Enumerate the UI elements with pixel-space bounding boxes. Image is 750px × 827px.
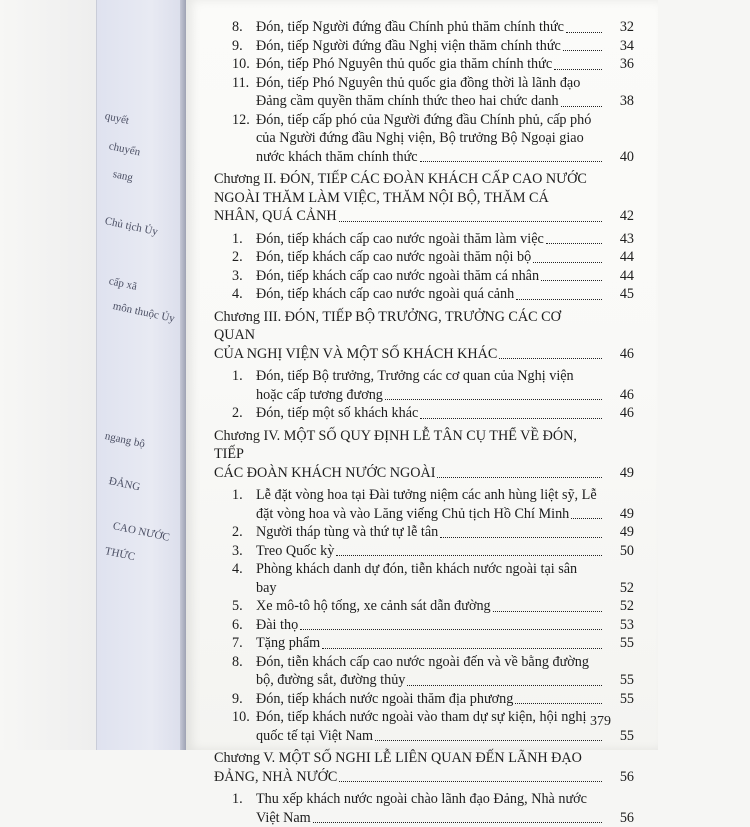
toc-entry-number: 2. — [232, 523, 243, 542]
toc-page-number: 34 — [606, 37, 634, 56]
background-left — [0, 0, 96, 750]
toc-entry — [214, 560, 634, 597]
toc-entry — [214, 790, 634, 827]
left-page-fragment: Chủ tịch Ủy — [104, 215, 159, 238]
page-number: 379 — [590, 714, 611, 730]
table-of-contents — [214, 18, 634, 827]
left-page-fragment: sang — [112, 168, 134, 184]
dot-leader — [554, 68, 602, 70]
toc-entry-number: 4. — [232, 560, 243, 579]
left-page-fragment: cấp xã — [108, 275, 138, 293]
dot-leader — [437, 476, 602, 478]
toc-line: NHÂN, QUÁ CẢNH — [214, 207, 337, 226]
toc-entry — [214, 404, 634, 423]
toc-entry-number: 1. — [232, 486, 243, 505]
toc-page-number: 50 — [606, 542, 634, 561]
toc-line: Đón, tiếp Phó Nguyên thủ quốc gia thăm chính thức — [256, 55, 552, 74]
toc-entry — [214, 634, 634, 653]
toc-line: của Người đứng đầu Nghị viện, Bộ trưởng Bộ Ngoại giao — [256, 130, 584, 146]
toc-entry-number: 8. — [232, 18, 243, 37]
left-page-fragment: quyết — [104, 110, 130, 127]
toc-line: Đón, tiếp Bộ trưởng, Trưởng các cơ quan của Nghị viện — [256, 368, 574, 384]
toc-entry-number: 12. — [232, 111, 250, 130]
dot-leader — [407, 684, 602, 686]
toc-page-number: 42 — [606, 207, 634, 226]
dot-leader — [339, 780, 602, 782]
toc-entry — [214, 597, 634, 616]
toc-line: Tặng phẩm — [256, 634, 320, 653]
toc-line: Chương IV. MỘT SỐ QUY ĐỊNH LỄ TÂN CỤ THỂ VỀ ĐÓN, TIẾP — [214, 428, 577, 463]
toc-entry-number: 2. — [232, 248, 243, 267]
left-page-edge — [96, 0, 187, 750]
toc-page-number: 55 — [606, 727, 634, 746]
dot-leader — [313, 821, 602, 823]
dot-leader — [322, 647, 602, 649]
toc-line: Đón, tiếp Người đứng đầu Chính phủ thăm chính thức — [256, 18, 564, 37]
toc-entry-number: 9. — [232, 37, 243, 56]
toc-page-number: 55 — [606, 671, 634, 690]
toc-line: Chương V. MỘT SỐ NGHI LỄ LIÊN QUAN ĐẾN LÃNH ĐẠO — [214, 750, 582, 766]
toc-line: đặt vòng hoa và vào Lăng viếng Chủ tịch Hồ Chí Minh — [256, 505, 569, 524]
toc-entry — [214, 708, 634, 745]
toc-page-number: 52 — [606, 579, 634, 598]
toc-entry-number: 10. — [232, 55, 250, 74]
left-page-fragment: môn thuộc Ủy — [112, 300, 176, 325]
toc-page-number: 52 — [606, 597, 634, 616]
dot-leader — [339, 220, 602, 222]
dot-leader — [440, 536, 602, 538]
toc-entry-number: 1. — [232, 230, 243, 249]
toc-entry-number: 10. — [232, 708, 250, 727]
toc-line: CỦA NGHỊ VIỆN VÀ MỘT SỐ KHÁCH KHÁC — [214, 345, 497, 364]
toc-entry — [214, 486, 634, 523]
toc-line: Xe mô-tô hộ tống, xe cảnh sát dẫn đường — [256, 597, 491, 616]
toc-entry-number: 3. — [232, 267, 243, 286]
toc-line: quốc tế tại Việt Nam — [256, 727, 373, 746]
toc-page-number: 44 — [606, 248, 634, 267]
toc-line: Đón, tiếp khách cấp cao nước ngoài quá cảnh — [256, 285, 514, 304]
toc-entry — [214, 616, 634, 635]
toc-chapter — [214, 308, 634, 364]
dot-leader — [420, 160, 602, 162]
dot-leader — [336, 554, 602, 556]
toc-entry-number: 1. — [232, 367, 243, 386]
toc-page-number: 32 — [606, 18, 634, 37]
toc-chapter — [214, 749, 634, 786]
toc-line: Treo Quốc kỳ — [256, 542, 334, 561]
toc-entry — [214, 18, 634, 37]
toc-page-number: 56 — [606, 809, 634, 827]
toc-page-number: 53 — [606, 616, 634, 635]
dot-leader — [515, 702, 602, 704]
toc-entry-number: 8. — [232, 653, 243, 672]
toc-entry — [214, 230, 634, 249]
left-page-fragment: chuyển — [108, 140, 142, 158]
toc-line: Lễ đặt vòng hoa tại Đài tưởng niệm các anh hùng liệt sỹ, Lễ — [256, 487, 597, 503]
dot-leader — [571, 517, 602, 519]
toc-line: Đón, tiếp Người đứng đầu Nghị viện thăm chính thức — [256, 37, 561, 56]
toc-entry — [214, 523, 634, 542]
toc-page-number: 55 — [606, 634, 634, 653]
toc-entry-number: 1. — [232, 790, 243, 809]
dot-leader — [546, 242, 602, 244]
dot-leader — [561, 105, 602, 107]
toc-line: hoặc cấp tương đương — [256, 386, 383, 405]
toc-entry-number: 11. — [232, 74, 249, 93]
dot-leader — [375, 739, 602, 741]
toc-line: Đón, tiếp khách cấp cao nước ngoài thăm cá nhân — [256, 267, 539, 286]
toc-line: NGOÀI THĂM LÀM VIỆC, THĂM NỘI BỘ, THĂM CÁ — [214, 190, 549, 206]
toc-line: Đón, tiếp khách cấp cao nước ngoài thăm nội bộ — [256, 248, 531, 267]
toc-page-number: 45 — [606, 285, 634, 304]
toc-entry-number: 7. — [232, 634, 243, 653]
toc-line: Đài thọ — [256, 616, 298, 635]
toc-entry-number: 9. — [232, 690, 243, 709]
toc-entry-number: 4. — [232, 285, 243, 304]
toc-page-number: 49 — [606, 523, 634, 542]
toc-entry — [214, 37, 634, 56]
toc-line: Việt Nam — [256, 809, 311, 827]
toc-entry — [214, 111, 634, 167]
left-page-fragment: ĐẢNG — [108, 475, 142, 493]
toc-line: Đón, tiếp khách nước ngoài vào tham dự sự kiện, hội nghị — [256, 709, 586, 725]
toc-page-number: 49 — [606, 505, 634, 524]
left-page-fragment: ngang bộ — [104, 430, 146, 450]
toc-page-number: 56 — [606, 768, 634, 787]
toc-line: nước khách thăm chính thức — [256, 148, 418, 167]
toc-page-number: 43 — [606, 230, 634, 249]
dot-leader — [499, 357, 602, 359]
toc-page-number: 55 — [606, 690, 634, 709]
toc-line: Người tháp tùng và thứ tự lễ tân — [256, 523, 438, 542]
toc-chapter — [214, 170, 634, 226]
left-page-fragment: THỨC — [104, 545, 136, 563]
toc-line: Đón, tiếp Phó Nguyên thủ quốc gia đồng thời là lãnh đạo — [256, 75, 580, 91]
dot-leader — [493, 610, 602, 612]
toc-line: Đón, tiếp khách nước ngoài thăm địa phương — [256, 690, 513, 709]
toc-line: Đón, tiễn khách cấp cao nước ngoài đến và về bằng đường — [256, 654, 589, 670]
toc-entry — [214, 74, 634, 111]
toc-line: ĐẢNG, NHÀ NƯỚC — [214, 768, 337, 787]
dot-leader — [516, 298, 602, 300]
toc-entry — [214, 267, 634, 286]
toc-line: Đón, tiếp cấp phó của Người đứng đầu Chính phủ, cấp phó — [256, 112, 591, 128]
toc-page-number: 49 — [606, 464, 634, 483]
toc-entry-number: 5. — [232, 597, 243, 616]
toc-line: Thu xếp khách nước ngoài chào lãnh đạo Đảng, Nhà nước — [256, 791, 587, 807]
toc-page-number: 44 — [606, 267, 634, 286]
left-page-fragment: CAO NƯỚC — [112, 520, 171, 544]
toc-entry — [214, 55, 634, 74]
dot-leader — [300, 628, 602, 630]
dot-leader — [566, 31, 602, 33]
dot-leader — [420, 417, 602, 419]
toc-entry — [214, 542, 634, 561]
toc-entry-number: 6. — [232, 616, 243, 635]
toc-entry — [214, 367, 634, 404]
toc-line: Đón, tiếp khách cấp cao nước ngoài thăm làm việc — [256, 230, 544, 249]
toc-chapter — [214, 427, 634, 483]
toc-line: bộ, đường sắt, đường thủy — [256, 671, 405, 690]
toc-line: Chương III. ĐÓN, TIẾP BỘ TRƯỞNG, TRƯỞNG CÁC CƠ QUAN — [214, 309, 561, 344]
dot-leader — [541, 279, 602, 281]
toc-line: Đảng cầm quyền thăm chính thức theo hai chức danh — [256, 92, 559, 111]
toc-entry — [214, 690, 634, 709]
toc-entry — [214, 285, 634, 304]
toc-page-number: 46 — [606, 345, 634, 364]
dot-leader — [385, 398, 602, 400]
toc-page-number: 46 — [606, 404, 634, 423]
toc-line: Chương II. ĐÓN, TIẾP CÁC ĐOÀN KHÁCH CẤP CAO NƯỚC — [214, 171, 587, 187]
toc-page-number: 40 — [606, 148, 634, 167]
toc-line: CÁC ĐOÀN KHÁCH NƯỚC NGOÀI — [214, 464, 435, 483]
toc-entry — [214, 248, 634, 267]
toc-page-number: 38 — [606, 92, 634, 111]
toc-line: Đón, tiếp một số khách khác — [256, 404, 418, 423]
toc-line: Phòng khách danh dự đón, tiễn khách nước ngoài tại sân bay — [256, 560, 600, 597]
toc-entry-number: 2. — [232, 404, 243, 423]
background-right — [658, 0, 750, 750]
toc-page-number: 36 — [606, 55, 634, 74]
toc-entry-number: 3. — [232, 542, 243, 561]
dot-leader — [563, 49, 602, 51]
toc-page-number: 46 — [606, 386, 634, 405]
dot-leader — [533, 261, 602, 263]
toc-entry — [214, 653, 634, 690]
